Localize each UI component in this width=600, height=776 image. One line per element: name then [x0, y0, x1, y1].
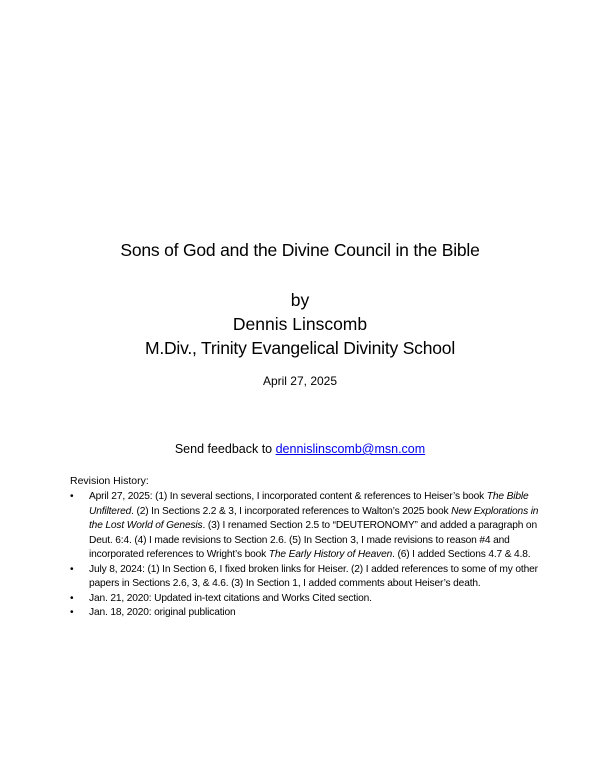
feedback-line — [0, 442, 600, 456]
revision-text: Jan. 18, 2020: original publication — [89, 607, 236, 618]
book-title: The Early History of Heaven — [268, 549, 393, 560]
revision-text: April 27, 2025: (1) In several sections, I incorporated content & references to Heiser’s book The Bible Unfiltered. (2) In Sections 2.2 & 3, I incorporated references to Walton’s 2025 book New Explorations in the Lost World of Genesis. (3) I renamed Section 2.5 to “DEUTERONOMY” and added a paragraph on Deut. 6:4. (4) I made revisions to Section 2.6. (5) In Section 3, I made revisions to reason #4 and incorporated references to Wright’s book The Early History of Heaven. (6) I added Sections 4.7 & 4.8. — [89, 491, 539, 560]
book-title: The Bible Unfiltered — [89, 491, 529, 517]
bullet-icon: • — [70, 491, 74, 502]
revision-item — [70, 592, 550, 607]
revision-history-heading: Revision History: — [70, 475, 149, 487]
by-line: by — [290, 290, 310, 310]
book-title: New Explorations in the Lost World of Genesis — [89, 505, 539, 531]
author-name: Dennis Linscomb — [232, 314, 368, 334]
revision-item — [70, 606, 550, 621]
bullet-icon: • — [70, 592, 74, 604]
bullet-icon: • — [70, 607, 74, 618]
revision-item — [70, 490, 550, 563]
bullet-icon: • — [70, 563, 74, 575]
publication-date: April 27, 2025 — [262, 374, 338, 388]
feedback-email-link[interactable]: dennislinscomb@msn.com — [275, 442, 426, 456]
revision-text: Jan. 21, 2020: Updated in-text citations and Works Cited section. — [89, 592, 372, 604]
author-degree: M.Div., Trinity Evangelical Divinity School — [144, 338, 456, 358]
revision-text: July 8, 2024: (1) In Section 6, I fixed broken links for Heiser. (2) I added references to some of my other papers in Sections 2.6, 3, & 4.6. (3) In Section 1, I added comments about Heiser’s death. — [89, 563, 538, 589]
revision-item — [70, 563, 550, 592]
document-title: Sons of God and the Divine Council in the Bible — [120, 240, 480, 260]
revision-history-list — [70, 490, 550, 621]
feedback-prefix: Send feedback to — [174, 442, 276, 456]
